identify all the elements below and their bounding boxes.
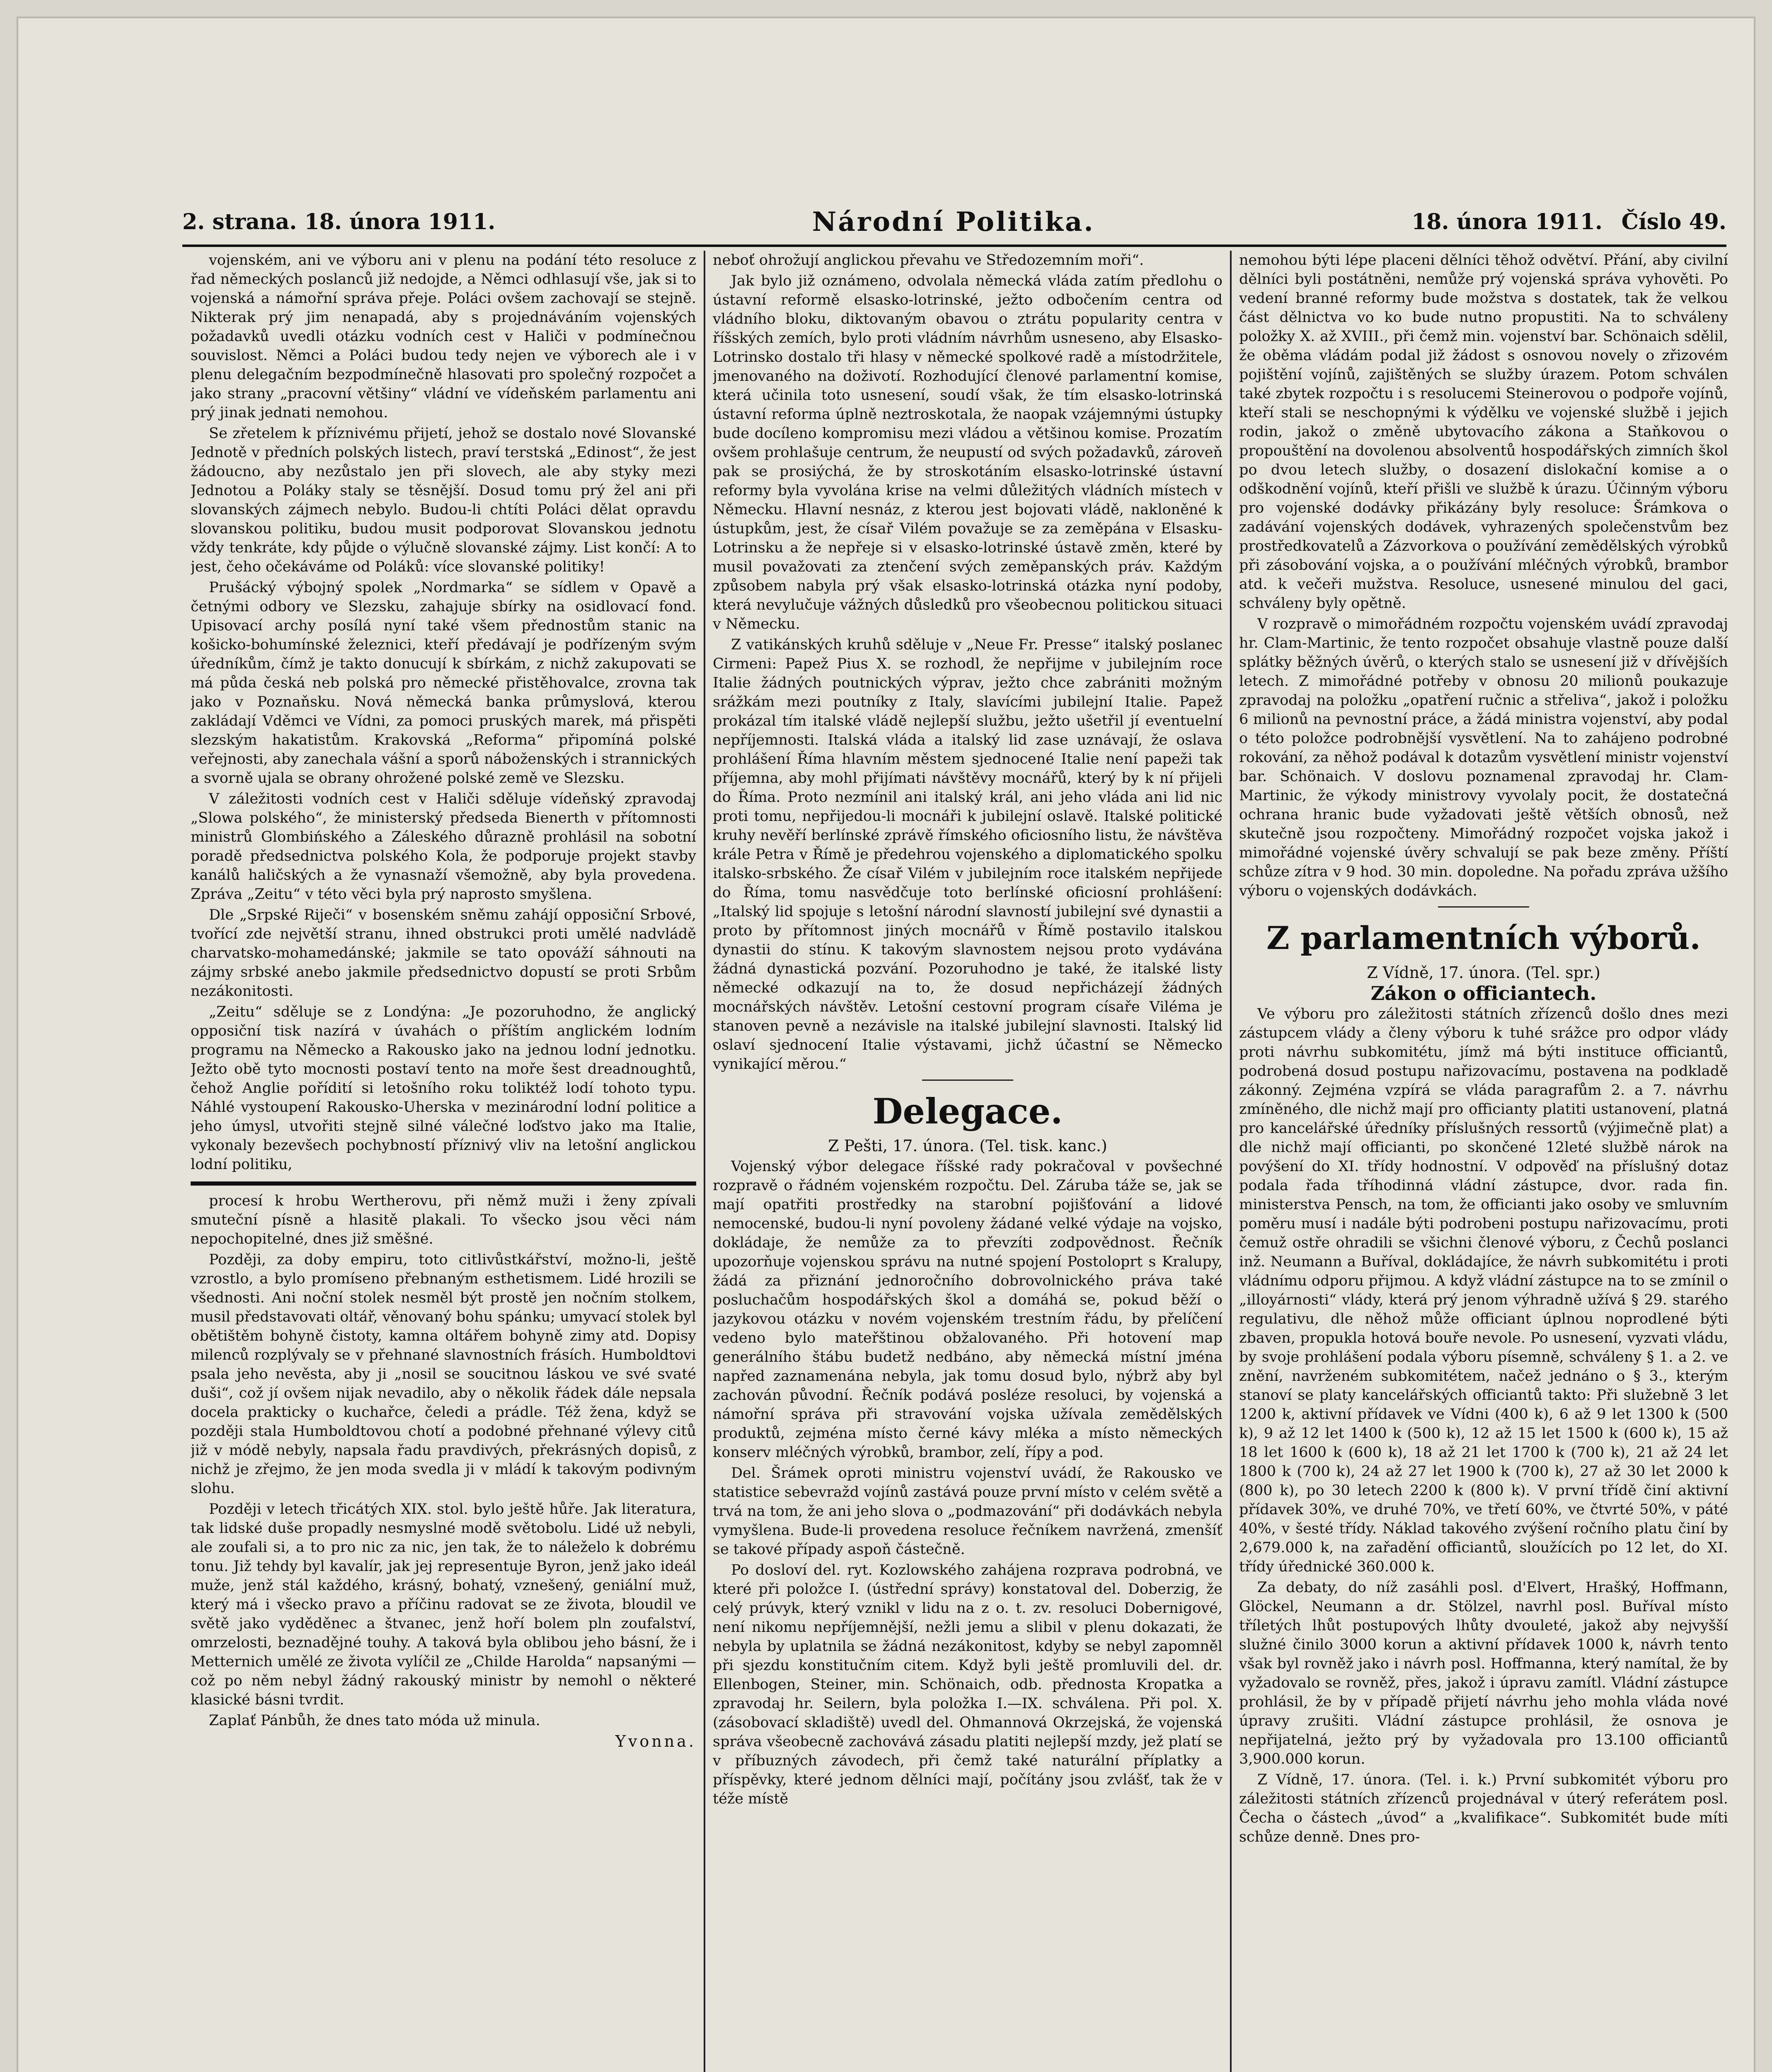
header-date-right: 18. února 1911. (1411, 209, 1603, 235)
issue-number: Číslo 49. (1621, 209, 1726, 235)
dateline: Z Pešti, 17. února. (Tel. tisk. kanc.) (828, 1137, 1107, 1155)
article-paragraph: neboť ohrožují anglickou převahu ve Středozemním moři“. (713, 252, 1144, 269)
article-paragraph: Del. Šrámek oproti ministru vojenství uvádí, že Rakousko ve statistice sebevražd vojínů zastává pouze první místo v celém světě a trvá na tom, že ani jeho slova o „podmazování“ při dodávkách nebyla vymyšlena. Bude-li provedena resoluce řečníkem navržená, zmenšíť se takové případy aspoň částečně. (713, 1465, 1222, 1558)
masthead: Národní Politika. (812, 206, 1095, 237)
feuilleton-paragraph: Později, za doby empiru, toto citlivůstkářství, možno-li, ještě vzrostlo, a bylo promíseno přebnaným esthetismem. Lidé hrozili se všednosti. Ani noční stolek nesměl být prostě jen nočním stolkem, musil představovati oltář, věnovaný bohu spánku; umyvací stolek byl obětištěm bohyně čistoty, kamna oltářem bohyně zimy atd. Dopisy milenců rozplývaly se v přehnané slavnostních frásích. Humboldtovi psala jeho nevěsta, aby ji „nosil se soucitnou láskou ve své svaté duši“, což jí ovšem nijak nevadilo, aby o několik řádek dále nepsala docela prakticky o kuchařce, čeledi a prádle. Též žena, když se později stala Humboldtovou chotí a podobné přehnané výlevy citů již v módě nebyly, napsala řadu pravdivých, překrásných dopisů, z nichž je zřejmo, že jen moda svedla ji v mládí k takovým podivným slohu. (191, 1251, 696, 1497)
section-separator (1438, 906, 1529, 908)
feuilleton-paragraph: Později v letech třicátých XIX. stol. bylo ještě hůře. Jak literatura, tak lidské duše propadly nesmyslné modě světobolu. Lidé už nebyli, ale zoufali si, a to pro nic za nic, jen tak, že to náleželo k dobrému tonu. Již tehdy byl kavalír, jak jej representuje Byron, jenž jako ideál muže, jenž stál každého, krásný, bohatý, vznešený, geniální muž, který má i všecko pravo a příčinu radovat se ze života, bloudil ve světě jako vyděděnec a štvanec, jenž hoří bolem pln zoufalství, omrzelosti, beznadějné touhy. A taková byla oblibou jeho básní, že i Metternich umělé ze života vylíčil ze „Childe Harolda“ napsanými — což po něm nebyl žádný rakouský ministr by nemohl o některé klasické básni tvrdit. (191, 1501, 696, 1708)
column-middle (713, 251, 1222, 2072)
feuilleton-paragraph: procesí k hrobu Wertherovu, při němž muži i ženy zpívali smuteční písně a hlasitě plakali. To všecko jsou věci nám nepochopitelné, dnes již směšné. (191, 1193, 696, 1247)
article-paragraph: Vojenský výbor delegace říšské rady pokračoval v povšechné rozpravě o řádném vojenském rozpočtu. Del. Záruba táže se, jak se mají opatřiti prostředky na starobní pojišťování a lidové nemocenské, budou-li nyní povoleny žádané velké výdaje na vojsko, dokládaje, že nemůže za to převzíti zodpovědnost. Řečník upozorňuje vojenskou správu na nutné spojení Postoloprt s Kralupy, žádá za přiznání jednoročního dobrovolnického práva také posluchačům hospodářských škol a domáhá se, pokud běží o jazykovou otázku v novém vojenském trestním řádu, by přelíčení vedeno bylo mateřštinou obžalovaného. Při hotovení map generálního štábu budetž nedbáno, aby německá místní jména napřed zaznamenána nebyla, jak tomu dosud bylo, nýbrž aby byl zachován původní. Řečník podává posléze resoluci, by vojenská a námořní správa při stravování vojska užívala zemědělských produktů, zejména místo černé kávy mléka a místo německých konserv mléčných výrobků, brambor, zelí, řípy a pod. (713, 1158, 1222, 1461)
section-heading-delegace: Delegace. (872, 1091, 1063, 1132)
article-paragraph: Z Vídně, 17. února. (Tel. i. k.) První subkomitét výboru pro záležitosti státních zřízenců projednával v úterý referátem posl. Čecha o částech „úvod“ a „kvalifikace“. Subkomitét bude míti schůze denně. Dnes pro- (1239, 1772, 1728, 1845)
section-separator (922, 1080, 1013, 1081)
article-paragraph: „Zeitu“ sděluje se z Londýna: „Je pozoruhodno, že anglický opposiční tisk nazírá v úvahách o příštím anglickém lodním programu na Německo a Rakousko jako na jednou lodní jednotku. Ježto obě tyto mocnosti postaví tento na moře šest dreadnoughtů, čehož Anglie pořídití si letošního roku toliktéž lodí tohoto typu. Náhlé vystoupení Rakousko-Uherska v mezinárodní lodní politice a jeho úmysl, utvořiti stejně silné válečné loďstvo jako ma Italie, vykonaly bezevšech pochybností příznivý vliv na letošní anglickou lodní politiku, (191, 1004, 696, 1173)
article-paragraph: Z vatikánských kruhů sděluje v „Neue Fr. Presse“ italský poslanec Cirmeni: Papež Pius X. se rozhodl, že nepřijme v jubilejním roce Italie žádných poutnických výprav, ježto chce zabrániti možným srážkám mezi poutníky z Italy, slavícími jubilejní Italie. Papež prokázal tím italské vládě nejlepší službu, ježto ušetřil jí eventuelní nepříjemnosti. Italská vláda a italský lid zase uznávají, že oslava prohlášení Říma hlavním městem sjednocené Italie není papeži tak příjemna, aby mohl přijímati návštěvy mocnářů, který by k ní přijeli do Říma. Proto nezmínil ani italský král, ani jeho vláda ani lid nic proti tomu, nepřijedou-li mocnáři k jubilejní oslavě. Italské politické kruhy nevěří berlínské zprávě římského oficiosního listu, že návštěva krále Petra v Římě je předehrou vojenského a diplomatického spolku italsko-srbského. Že císař Vilém v jubilejním roce italském nepřijede do Říma, tomu nasvědčuje toto berlínské oficiosní prohlášení: „Italský lid spojuje s letošní národní slavností jubilejní své dynastii a proto by přítomnost jiných mocnářů v Římě postavilo italskou dynastii do stínu. K takovým slavnostem nejsou proto vydávána žádná dynastická pozvání. Pozoruhodno je také, že italské listy německé odkazují na to, že dosud nepřicházejí žádných mocnářských návštěv. Letošní cestovní program císaře Viléma je stanoven pevně a nezávisle na italské jubilejní slavnosti. Italský lid oslaví sjednocení Italie výstavami, jichž účastní se Německo vynikající měrou.“ (713, 637, 1222, 1072)
article-paragraph: Prušácký výbojný spolek „Nordmarka“ se sídlem v Opavě a četnými odbory ve Slezsku, zahajuje sbírky na osidlovací fond. Upisovací archy posílá nyní také všem přednostům stanic na košicko-bohumínské železnici, kteří předávají je podřízeným svým úředníkům, čímž je takto donucují k sbírkám, z nichž zakupovati se má půda česká neb polská pro německé přistěhovalce, zrovna tak jako v Poznaňsku. Nová německá banka průmyslová, kterou zakládají Vděmci ve Vídni, za pomoci pruských marek, má přispěti slezským hakatistům. Krakovská „Reforma“ připomíná polské veřejnosti, aby zanechala vášní a sporů náboženských i strannických a svorně ujala se obrany ohrožené polské země ve Slezsku. (191, 579, 696, 787)
newspaper-page (17, 17, 1755, 2072)
column-left (191, 251, 696, 2072)
article-paragraph: vojenském, ani ve výboru ani v plenu na podání této resoluce z řad německých poslanců již nedojde, a Němci odhlasují vše, jak si to vojenská a námořní správa přeje. Poláci ovšem zachovají se stejně. Nikterak prý jim nenapadá, aby s projednáváním vojenských požadavků uvedli otázku vodních cest v Haliči v podmínečnou souvislost. Němci a Poláci budou tedy nejen ve výborech ale i v plenu delegačním bezpodmínečně hlasovati pro společný rozpočet a jako strany „pracovní většiny“ vládní ve vídeňském parlamentu ani prý jinak jednati nemohou. (191, 252, 696, 421)
feuilleton-paragraph: Zaplať Pánbůh, že dnes tato móda už minula. (209, 1712, 540, 1729)
article-paragraph: Po dosloví del. ryt. Kozlowského zahájena rozprava podrobná, ve které při položce I. (ústřední správy) konstatoval del. Doberzig, že celý prúvyk, který vznikl v lidu na z o. t. zv. resoluci Dobernigové, není nikomu nepříjemnější, nežli jemu a slibil v plenu dokazati, že nebyla by uplatnila se žádná nezákonitost, kdyby se nebyl zapomněl při sjezdu konstitučním citem. Když byli ještě promluvili del. dr. Ellenbogen, Steiner, min. Schönaich, odb. přednosta Kropatka a zpravodaj hr. Seilern, byla položka I.—IX. schválena. Při pol. X. (zásobovací skladiště) uvedl del. Ohmannová Okrzejská, že vojenská správa všeobecně zachovává zásadu platiti nejlepší mzdy, jež platí se v příbuzných závodech, při čemž také naturální příplatky a příspěvky, které jednom dělníci mají, počítány jsou zvlášť, tak že v téže místě (713, 1562, 1222, 1807)
article-paragraph: Se zřetelem k příznivému přijetí, jehož se dostalo nové Slovanské Jednotě v předních polských listech, praví terstská „Edinost“, že jest žádoucno, aby nezůstalo jen při slovech, ale aby styky mezi Jednotou a Poláky staly se těsnější. Dosud tomu prý žel ani při slovanských zájmech nebylo. Budou-li chtíti Poláci dělat opravdu slovanskou politiku, budou musit podporovat Slovanskou jednotu vždy tenkráte, kdy půjde o výlučně slovanské zájmy. List končí: A to jest, čeho očekáváme od Poláků: více slovanské politiky! (191, 425, 696, 575)
feuilleton-separator (191, 1181, 696, 1186)
article-paragraph: nemohou býti lépe placeni dělníci těhož odvětví. Přání, aby civilní dělníci byli postátněni, nemůže prý vojenská správa vyhověti. Po vedení branné reformy bude možstva s dostatek, tak že velkou část dělnictva vo ko bude nutno propustiti. Na to schváleny položky X. až XVIII., při čemž min. vojenství bar. Schönaich sdělil, že oběma vládám podal již žádost s osnovou novely o zřizovém pojištění vojínů, zajištěných se služby úrazem. Potom schválen také zbytek rozpočtu i s resolucemi Steinerovou o podpoře vojínů, kteří stali se neschopnými k výdělku ve vojenské službě i jejich rodin, jakož o změně ubytovacího zákona a Staňkovou o propouštění na dovolenou absolventů hospodářských zimních škol po dvou letech služby, o dosazení dislokační komise a o odškodnění vojínů, kteří přišli ve službě k úrazu. Účinným výboru pro vojenské dodávky přikázány byly resoluce: Šrámkova o zadávání vojenských dodávek, vyhrazených společenstvům bez prostředkovatelů a Zázvorkova o používání zemědělských výrobků při zásobování vojska, a o používání mléčných výrobků, brambor atd. k večeři mužstva. Resoluce, usnesené minulou del gaci, schváleny byly opětně. (1239, 252, 1728, 612)
subheading: Zákon o officiantech. (1370, 982, 1597, 1005)
article-paragraph: Jak bylo již oznámeno, odvolala německá vláda zatím předlohu o ústavní reformě elsasko-lotrinské, ježto odbočením centra od vládního bloku, diktovaným obavou o ztrátu popularity centra v říšských zemích, bylo proti vládním návrhům usneseno, aby Elsasko-Lotrinsko dostalo tři hlasy v německé spolkové radě a místodržitele, jmenovaného na doživotí. Rozhodující členové parlamentní komise, která učinila toto usnesení, soudí však, že tím elsasko-lotrinská ústavní reforma úplně neztroskotala, že naopak vzájemnými ústupky bude docíleno kompromisu mezi vládou a většinou komise. Prozatím ovšem prohlašuje centrum, že neupustí od svých požadavků, zároveň pak se prosiýchá, že by stroskotáním elsasko-lotrinské ústavní reformy byla vyvolána krise na velmi důležitých vládních místech v Německu. Hlavní nesnáz, z kterou jest bojovati vládě, nakloněné k ústupkům, jest, že císař Vilém považuje se za zeměpána v Elsasku-Lotrinsku a že nepřeje si v elsasko-lotrinské ústavě změn, které by musil považovati za ztenčení svých zeměpanských práv. Každým způsobem nabyla prý však elsasko-lotrinská otázka nyní podoby, která nevylučuje vážných důsledků pro všeobecnou politickou situaci v Německu. (713, 273, 1222, 632)
article-paragraph: Dle „Srpské Riječi“ v bosenském sněmu zahájí opposiční Srbové, tvořící zde největší stranu, ihned obstrukci proti umělé nadvládě charvatsko-mohamedánské; jakmile se tato opováží sáhnouti na zájmy srbské anebo jakmile předsednictvo dopustí se proti Srbům nezákonitosti. (191, 907, 696, 1000)
column-divider (704, 251, 705, 2072)
feuilleton-signature: Yvonna. (615, 1732, 696, 1750)
article-paragraph: Ve výboru pro záležitosti státních zřízenců došlo dnes mezi zástupcem vlády a členy výboru k tuhé srážce pro odpor vlády proti návrhu subkomitétu, jímž má býti instituce officiantů, podrobená dosud postupu nařizovacímu, postavena na podkladě zákonný. Zejména vzpírá se vláda paragrafům 2. a 7. návrhu zmíněného, dle nichž mají pro officianty platiti ustanovení, platná pro kancelářské úředníky příslušných ressortů (výjimečně plat) a dle nichž mají officianti, po skončené 12leté službě nárok na povýšení do XI. třídy hodnostní. V odpověď na příslušný dotaz podala řada tříhodinná vládní zástupce, dvor. rada fin. ministerstva Pensch, na tom, že officianti jako osoby ve smluvním poměru musí i nadále býti podrobeni postupu nařizovacímu, proti čemuž ostře ohradili se všichni členové výboru, z Čechů poslanci inž. Neumann a Buříval, dokládajíce, že návrh subkomitétu i proti vládnímu odporu přijmou. A když vládní zástupce na to se zmínil o „illoyárnosti“ vlády, která prý jenom výhradně užívá § 29. starého regulativu, dle něhož může officiant úplnou noprodlené býti zbaven, propukla hotová bouře nevole. Po usnesení, vyzvati vládu, by svoje prohlášení podala výboru písemně, schváleny § 1. a 2. ve znění, navrženém subkomitétem, načež jednáno o § 3., kterým stanoví se platy kancelářských officiantů takto: Při služebně 3 let 1200 k, aktivní přídavek ve Vídni (400 k), 6 až 9 let 1300 k (500 k), 9 až 12 let 1400 k (500 k), 12 až 15 let 1500 k (600 k), 15 až 18 let 1600 k (600 k), 18 až 21 let 1700 k (700 k), 21 až 24 let 1800 k (700 k), 24 až 27 let 1900 k (700 k), 27 až 30 let 2000 k (800 k), po 30 letech 2200 k (800 k). V první třídě činí aktivní přídavek 30%, ve druhé 70%, ve třetí 60%, ve čtvrté 50%, v páté 40%, v šesté třídy. Náklad takového zvýšení ročního platu činí by 2,679.000 k, na zařadění officiantů, sloužících po 12 let, do XI. třídy úřednické 360.000 k. (1239, 1006, 1728, 1575)
article-paragraph: Za debaty, do níž zasáhli posl. d'Elvert, Hrašký, Hoffmann, Glöckel, Neumann a dr. Stölzel, navrhl posl. Buříval místo tříletých lhůt postupových lhůty dvouleté, jakož aby nejvyšší služné činilo 3000 korun a aktivní přídavek 1000 k, návrh tento však byl rovněž jako i návrh posl. Hoffmanna, který namítal, že by vyžadovalo se rovněž, přes, jakož i úpravu zamítl. Vládní zástupce prohlásil, že by v případě přijetí návrhu jeho mohla vláda nové úpravy zrušiti. Vládní zástupce prohlásil, že osnova je nepřijatelná, ježto prý by vyžadovala pro 13.100 officiantů 3,900.000 korun. (1239, 1579, 1728, 1767)
article-paragraph: V rozpravě o mimořádném rozpočtu vojenském uvádí zpravodaj hr. Clam-Martinic, že tento rozpočet obsahuje vlastně pouze další splátky běžných úvěrů, o kterých stalo se usnesení již v dřívějších letech. Z mimořádné potřeby v obnosu 20 milionů poukazuje zpravodaj na položku „opatření ručnic a střeliva“, jakož i položku 6 milionů na pevnostní práce, a žádá ministra vojenství, aby podal o této položce podrobnější vysvětlení. Na to zahájeno podrobné rokování, za něhož podával k dotazům vysvětlení ministr vojenství bar. Schönaich. V doslovu poznamenal zpravodaj hr. Clam-Martinic, že výkody ministrovy vyvolaly pocit, že dostatečná ochrana hranic bude vyžadovati ještě větších obnosů, než skutečně jsou rozpočteny. Mimořádný rozpočet vojska jakož i mimořádné vojenské úvěry schvalují se pak beze změny. Příští schůze zítra v 9 hod. 30 min. dopoledne. Na pořadu zpráva užšího výboru o vojenských dodávkách. (1239, 616, 1728, 899)
page-header (182, 199, 1726, 247)
column-divider (1230, 251, 1232, 2072)
column-right (1239, 251, 1728, 2072)
section-heading-parliament: Z parlamentních výborů. (1266, 920, 1701, 956)
article-paragraph: V záležitosti vodních cest v Haliči sděluje vídeňský zpravodaj „Slowa polského“, že ministerský předseda Bienerth v přítomnosti ministrů Glombińského a Záleského důrazně prohlásil na sobotní poradě předsednictva polského Kola, že podporuje projekt stavby kanálů haličských a že vynasnaží všemožně, aby byla provedena. Zpráva „Zeitu“ v této věci byla prý naprosto smyšlena. (191, 791, 696, 903)
dateline: Z Vídně, 17. února. (Tel. spr.) (1367, 963, 1600, 982)
header-date-left: 2. strana. 18. února 1911. (182, 209, 496, 235)
